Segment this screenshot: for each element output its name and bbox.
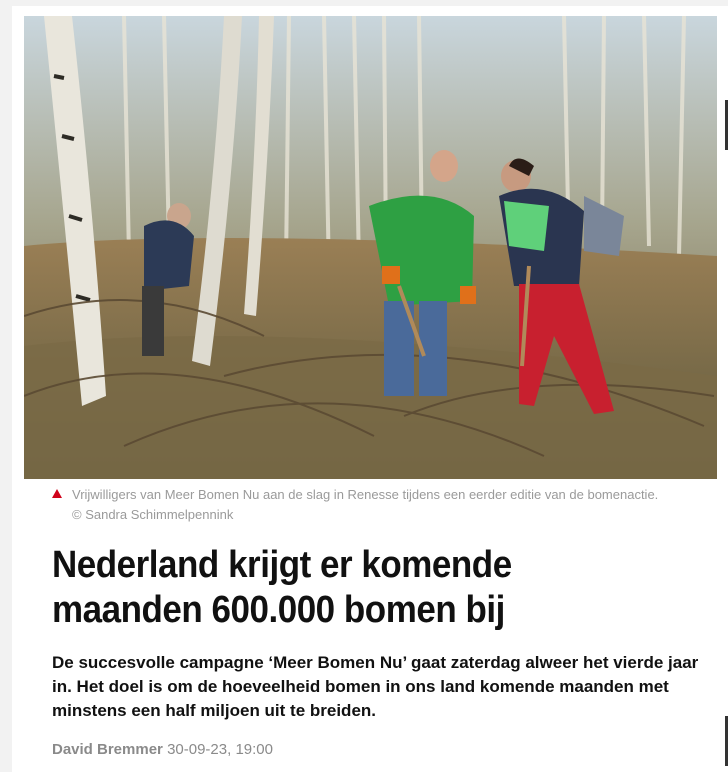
publish-timestamp: 30-09-23, 19:00 — [167, 741, 273, 758]
article-photo[interactable] — [24, 16, 717, 479]
headline-line-2: maanden 600.000 bomen bij — [52, 589, 505, 631]
article-intro: De succesvolle campagne ‘Meer Bomen Nu’ gaat zaterdag alweer het vierde jaar in. Het doel is om de hoeveelheid bomen in ons land komende maanden met minstens een half miljoen uit te breiden. — [52, 653, 699, 720]
photo-caption — [54, 485, 714, 525]
caption-credit: © Sandra Schimmelpennink — [72, 507, 234, 522]
author-name[interactable]: David Bremmer — [52, 741, 163, 758]
caption-arrow-icon — [52, 489, 62, 498]
byline — [52, 741, 273, 758]
caption-text: Vrijwilligers van Meer Bomen Nu aan de slag in Renesse tijdens een eerder editie van de bomenactie. — [72, 487, 659, 502]
article-headline — [52, 543, 604, 633]
headline-line-1: Nederland krijgt er komende — [52, 544, 512, 586]
